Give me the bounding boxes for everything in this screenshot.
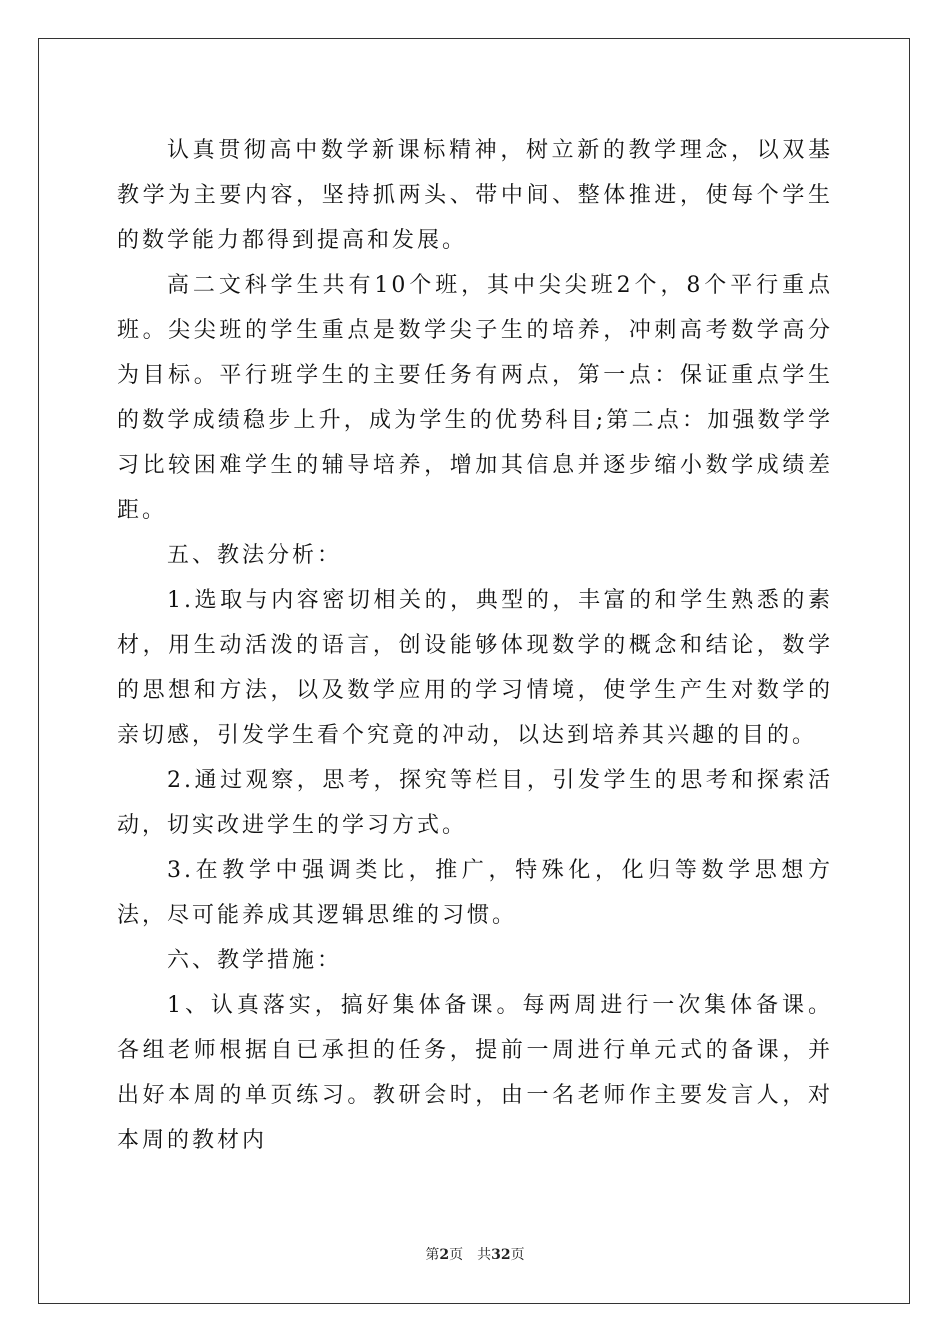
paragraph: 认真贯彻高中数学新课标精神，树立新的教学理念，以双基教学为主要内容，坚持抓两头、带中间、整体推进，使每个学生的数学能力都得到提高和发展。 bbox=[117, 138, 833, 253]
paragraph: 1.选取与内容密切相关的，典型的，丰富的和学生熟悉的素材，用生动活泼的语言，创设能够体现数学的概念和结论，数学的思想和方法，以及数学应用的学习情境，使学生产生对数学的亲切感，引发学生看个究竟的冲动，以达到培养其兴趣的目的。 bbox=[117, 588, 833, 748]
paragraph: 高二文科学生共有10个班，其中尖尖班2个，8个平行重点班。尖尖班的学生重点是数学尖子生的培养，冲刺高考数学高分为目标。平行班学生的主要任务有两点，第一点：保证重点学生的数学成绩稳步上升，成为学生的优势科目;第二点：加强数学学习比较困难学生的辅导培养，增加其信息并逐步缩小数学成绩差距。 bbox=[117, 273, 833, 523]
paragraph: 3.在教学中强调类比，推广，特殊化，化归等数学思想方法，尽可能养成其逻辑思维的习惯。 bbox=[117, 858, 833, 928]
page-suffix: 页 bbox=[510, 1247, 525, 1263]
page-mid-text: 页 共 bbox=[449, 1247, 492, 1263]
current-page-number: 2 bbox=[439, 1247, 450, 1263]
document-body bbox=[117, 128, 833, 1163]
page-number-footer bbox=[0, 1245, 950, 1265]
total-page-number: 32 bbox=[491, 1247, 511, 1263]
section-heading: 五、教法分析： bbox=[167, 543, 343, 568]
section-heading: 六、教学措施： bbox=[167, 948, 343, 973]
page-prefix: 第 bbox=[425, 1247, 440, 1263]
paragraph: 2.通过观察，思考，探究等栏目，引发学生的思考和探索活动，切实改进学生的学习方式。 bbox=[117, 768, 833, 838]
paragraph: 1、认真落实，搞好集体备课。每两周进行一次集体备课。各组老师根据自已承担的任务，提前一周进行单元式的备课，并出好本周的单页练习。教研会时，由一名老师作主要发言人，对本周的教材内 bbox=[117, 993, 833, 1153]
